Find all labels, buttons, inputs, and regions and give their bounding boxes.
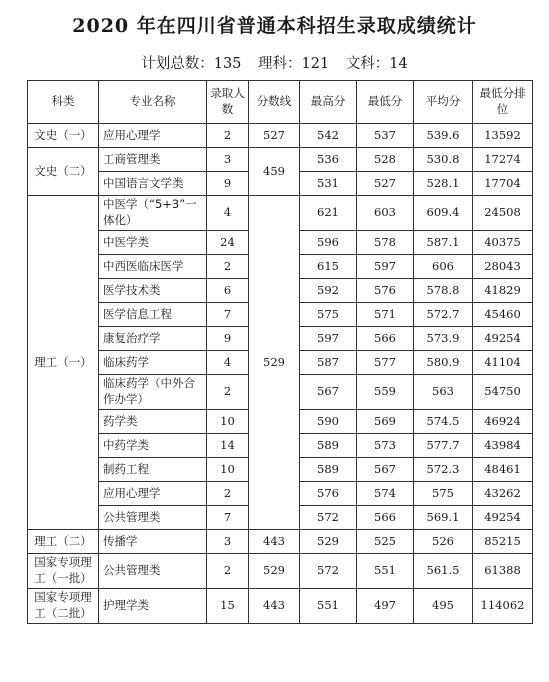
max-score-cell: 621	[300, 196, 357, 231]
major-cell: 工商管理类	[99, 148, 207, 172]
max-score-cell: 529	[300, 530, 357, 554]
min-rank-cell: 114062	[473, 589, 533, 624]
min-rank-cell: 49254	[473, 327, 533, 351]
cutoff-cell: 443	[249, 530, 300, 554]
header-category: 科类	[28, 81, 99, 124]
admitted-cell: 4	[207, 351, 249, 375]
min-score-cell: 528	[357, 148, 414, 172]
major-cell: 传播学	[99, 530, 207, 554]
table-row	[28, 148, 533, 172]
avg-score-cell: 569.1	[414, 506, 473, 530]
min-score-cell: 497	[357, 589, 414, 624]
min-score-cell: 569	[357, 410, 414, 434]
major-cell: 公共管理类	[99, 554, 207, 589]
min-score-cell: 603	[357, 196, 414, 231]
max-score-cell: 590	[300, 410, 357, 434]
min-score-cell: 525	[357, 530, 414, 554]
min-rank-cell: 61388	[473, 554, 533, 589]
admitted-cell: 2	[207, 375, 249, 410]
table-body	[28, 124, 533, 624]
major-cell: 应用心理学	[99, 124, 207, 148]
summary-line	[0, 52, 549, 73]
avg-score-cell: 561.5	[414, 554, 473, 589]
category-cell: 文史（二）	[28, 148, 99, 196]
avg-score-cell: 575	[414, 482, 473, 506]
max-score-cell: 542	[300, 124, 357, 148]
min-score-cell: 577	[357, 351, 414, 375]
min-score-cell: 566	[357, 506, 414, 530]
avg-score-cell: 606	[414, 255, 473, 279]
major-cell: 中医学类	[99, 231, 207, 255]
max-score-cell: 596	[300, 231, 357, 255]
admitted-cell: 2	[207, 554, 249, 589]
avg-score-cell: 578.8	[414, 279, 473, 303]
min-rank-cell: 40375	[473, 231, 533, 255]
min-rank-cell: 28043	[473, 255, 533, 279]
admitted-cell: 9	[207, 172, 249, 196]
min-rank-cell: 43262	[473, 482, 533, 506]
min-score-cell: 537	[357, 124, 414, 148]
major-cell: 药学类	[99, 410, 207, 434]
max-score-cell: 572	[300, 554, 357, 589]
max-score-cell: 589	[300, 434, 357, 458]
category-cell: 理工（一）	[28, 196, 99, 530]
category-cell: 文史（一）	[28, 124, 99, 148]
plan-total: 计划总数：135	[141, 56, 242, 72]
max-score-cell: 589	[300, 458, 357, 482]
avg-score-cell: 572.3	[414, 458, 473, 482]
header-min: 最低分	[357, 81, 414, 124]
cutoff-cell: 459	[249, 148, 300, 196]
table-row	[28, 554, 533, 589]
max-score-cell: 551	[300, 589, 357, 624]
max-score-cell: 576	[300, 482, 357, 506]
table-row	[28, 530, 533, 554]
admitted-cell: 7	[207, 303, 249, 327]
admitted-cell: 2	[207, 255, 249, 279]
header-row	[28, 81, 533, 124]
admission-table	[27, 80, 533, 624]
major-cell: 中国语言文学类	[99, 172, 207, 196]
max-score-cell: 575	[300, 303, 357, 327]
major-cell: 应用心理学	[99, 482, 207, 506]
avg-score-cell: 609.4	[414, 196, 473, 231]
min-score-cell: 559	[357, 375, 414, 410]
category-cell: 理工（二）	[28, 530, 99, 554]
table-row	[28, 196, 533, 231]
min-rank-cell: 54750	[473, 375, 533, 410]
min-rank-cell: 41104	[473, 351, 533, 375]
min-score-cell: 567	[357, 458, 414, 482]
avg-score-cell: 539.6	[414, 124, 473, 148]
min-rank-cell: 45460	[473, 303, 533, 327]
category-cell: 国家专项理工（二批）	[28, 589, 99, 624]
min-rank-cell: 46924	[473, 410, 533, 434]
page-title: 2020 年在四川省普通本科招生录取成绩统计	[72, 15, 477, 37]
admitted-cell: 3	[207, 530, 249, 554]
major-cell: 临床药学（中外合作办学）	[99, 375, 207, 410]
major-cell: 医学信息工程	[99, 303, 207, 327]
major-cell: 临床药学	[99, 351, 207, 375]
admitted-cell: 15	[207, 589, 249, 624]
admitted-cell: 2	[207, 482, 249, 506]
min-rank-cell: 13592	[473, 124, 533, 148]
avg-score-cell: 530.8	[414, 148, 473, 172]
min-rank-cell: 85215	[473, 530, 533, 554]
admitted-cell: 9	[207, 327, 249, 351]
admitted-cell: 2	[207, 124, 249, 148]
admitted-cell: 24	[207, 231, 249, 255]
min-score-cell: 527	[357, 172, 414, 196]
major-cell: 中药学类	[99, 434, 207, 458]
min-score-cell: 566	[357, 327, 414, 351]
min-rank-cell: 24508	[473, 196, 533, 231]
min-rank-cell: 43984	[473, 434, 533, 458]
arts-count: 文科：14	[345, 56, 408, 72]
min-rank-cell: 17704	[473, 172, 533, 196]
avg-score-cell: 526	[414, 530, 473, 554]
min-score-cell: 597	[357, 255, 414, 279]
cutoff-cell: 443	[249, 589, 300, 624]
avg-score-cell: 563	[414, 375, 473, 410]
max-score-cell: 592	[300, 279, 357, 303]
admitted-cell: 14	[207, 434, 249, 458]
category-cell: 国家专项理工（一批）	[28, 554, 99, 589]
min-rank-cell: 17274	[473, 148, 533, 172]
table-row	[28, 589, 533, 624]
max-score-cell: 531	[300, 172, 357, 196]
major-cell: 中西医临床医学	[99, 255, 207, 279]
science-count: 理科：121	[258, 56, 330, 72]
min-rank-cell: 48461	[473, 458, 533, 482]
major-cell: 医学技术类	[99, 279, 207, 303]
min-rank-cell: 49254	[473, 506, 533, 530]
max-score-cell: 567	[300, 375, 357, 410]
max-score-cell: 587	[300, 351, 357, 375]
cutoff-cell: 529	[249, 196, 300, 530]
avg-score-cell: 528.1	[414, 172, 473, 196]
admitted-cell: 3	[207, 148, 249, 172]
admitted-cell: 10	[207, 458, 249, 482]
major-cell: 康复治疗学	[99, 327, 207, 351]
max-score-cell: 615	[300, 255, 357, 279]
cutoff-cell: 529	[249, 554, 300, 589]
major-cell: 中医学（“5+3”一体化）	[99, 196, 207, 231]
min-rank-cell: 41829	[473, 279, 533, 303]
header-max: 最高分	[300, 81, 357, 124]
header-avg: 平均分	[414, 81, 473, 124]
admitted-cell: 6	[207, 279, 249, 303]
min-score-cell: 573	[357, 434, 414, 458]
admitted-cell: 4	[207, 196, 249, 231]
avg-score-cell: 577.7	[414, 434, 473, 458]
avg-score-cell: 574.5	[414, 410, 473, 434]
avg-score-cell: 580.9	[414, 351, 473, 375]
avg-score-cell: 573.9	[414, 327, 473, 351]
min-score-cell: 571	[357, 303, 414, 327]
min-score-cell: 578	[357, 231, 414, 255]
major-cell: 制药工程	[99, 458, 207, 482]
header-admitted: 录取人数	[207, 81, 249, 124]
min-score-cell: 551	[357, 554, 414, 589]
admitted-cell: 10	[207, 410, 249, 434]
major-cell: 护理学类	[99, 589, 207, 624]
header-cutoff: 分数线	[249, 81, 300, 124]
max-score-cell: 572	[300, 506, 357, 530]
major-cell: 公共管理类	[99, 506, 207, 530]
admitted-cell: 7	[207, 506, 249, 530]
max-score-cell: 536	[300, 148, 357, 172]
header-rank: 最低分排位	[473, 81, 533, 124]
max-score-cell: 597	[300, 327, 357, 351]
avg-score-cell: 495	[414, 589, 473, 624]
header-major: 专业名称	[99, 81, 207, 124]
min-score-cell: 576	[357, 279, 414, 303]
table-row	[28, 124, 533, 148]
avg-score-cell: 572.7	[414, 303, 473, 327]
min-score-cell: 574	[357, 482, 414, 506]
cutoff-cell: 527	[249, 124, 300, 148]
avg-score-cell: 587.1	[414, 231, 473, 255]
